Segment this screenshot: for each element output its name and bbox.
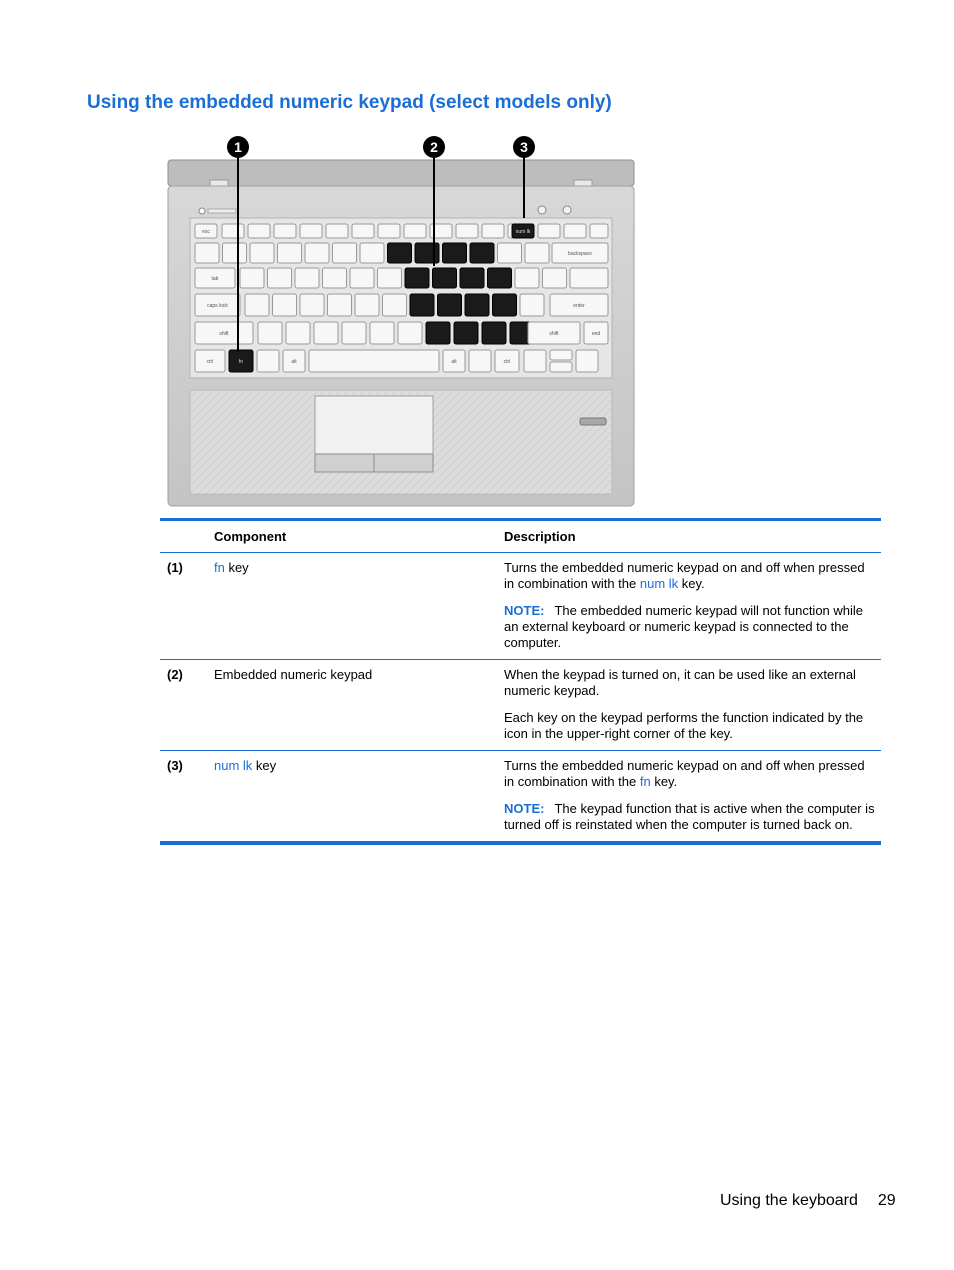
row-number: (3)	[167, 758, 183, 773]
fingerprint-reader	[580, 418, 606, 425]
row-description: Turns the embedded numeric keypad on and off when pressed in combination with the num lk key. NOTE: The embedded numeric keypad will not function while an external keyboard or numeric keypad is connected to the computer.	[504, 553, 881, 659]
keyboard-key	[309, 350, 439, 372]
keyboard-key	[469, 350, 491, 372]
row-component: Embedded numeric keypad	[214, 667, 373, 682]
num-lk-link[interactable]: num lk	[639, 576, 679, 591]
key-label: alt	[291, 359, 297, 365]
keyboard-key	[323, 268, 347, 288]
keyboard-key	[300, 224, 322, 238]
keyboard-key	[370, 322, 394, 344]
key-label: ctrl	[206, 359, 214, 365]
key-label: tab	[211, 276, 219, 282]
keyboard-key	[195, 243, 219, 263]
keyboard-key	[295, 268, 319, 288]
num-lk-key-link[interactable]: num lk	[214, 758, 253, 773]
keyboard-key	[454, 322, 478, 344]
keyboard-key	[438, 294, 462, 316]
note-label: NOTE:	[504, 603, 545, 618]
footer-section: Using the keyboard	[720, 1192, 858, 1209]
keyboard-key	[564, 224, 586, 238]
row-component: fn key	[214, 560, 249, 575]
keyboard-key	[333, 243, 357, 263]
keyboard-key	[258, 322, 282, 344]
keyboard-key	[470, 243, 494, 263]
keyboard-key	[525, 243, 549, 263]
keyboard-key	[378, 224, 400, 238]
keyboard-key	[355, 294, 379, 316]
keyboard-key	[404, 224, 426, 238]
key-label: end	[591, 331, 601, 337]
key-label: enter	[573, 303, 585, 309]
keyboard-key	[456, 224, 478, 238]
keyboard-key	[257, 350, 279, 372]
note: NOTE: The keypad function that is active when the computer is turned off is reinstated when the computer is turned back on.	[504, 801, 875, 832]
keyboard-key	[352, 224, 374, 238]
callout-1-leader	[237, 156, 239, 352]
keyboard-key	[300, 294, 324, 316]
keyboard-key	[268, 268, 292, 288]
keyboard-key	[342, 322, 366, 344]
keyboard-key	[248, 224, 270, 238]
keyboard-key	[590, 224, 608, 238]
keyboard-key	[223, 243, 247, 263]
keyboard-illustration	[160, 132, 640, 510]
keyboard-key	[482, 224, 504, 238]
key-label: fn	[238, 359, 244, 365]
note: NOTE: The embedded numeric keypad will not function while an external keyboard or numeric keypad is connected to the computer.	[504, 603, 864, 650]
key-label: num lk	[515, 229, 531, 235]
keyboard-key	[398, 322, 422, 344]
keyboard-key	[426, 322, 450, 344]
keyboard-key	[538, 224, 560, 238]
keyboard-key	[570, 268, 608, 288]
keyboard-key	[498, 243, 522, 263]
keyboard-key	[515, 268, 539, 288]
keyboard-key	[482, 322, 506, 344]
keyboard-key	[245, 294, 269, 316]
fn-key-link[interactable]: fn	[214, 560, 225, 575]
section-heading: Using the embedded numeric keypad (select models only)	[87, 92, 612, 113]
keyboard-key	[550, 362, 572, 372]
keyboard-key	[488, 268, 512, 288]
indicator-strip	[208, 209, 236, 213]
keyboard-key	[524, 350, 546, 372]
callout-3: 3	[513, 136, 535, 158]
touchpad	[315, 396, 433, 456]
fn-link[interactable]: fn	[639, 774, 651, 789]
table-row	[160, 553, 881, 660]
keyboard-key	[273, 294, 297, 316]
note-label: NOTE:	[504, 801, 545, 816]
keyboard-key	[576, 350, 598, 372]
keyboard-key	[360, 243, 384, 263]
keyboard-key	[460, 268, 484, 288]
header-description: Description	[504, 529, 576, 544]
callout-2-leader	[433, 156, 435, 266]
header-component: Component	[214, 529, 287, 544]
keyboard-key	[240, 268, 264, 288]
keyboard-key	[274, 224, 296, 238]
keyboard-key	[286, 322, 310, 344]
component-table	[160, 518, 881, 845]
callout-1: 1	[227, 136, 249, 158]
indicator-light-icon	[199, 208, 205, 214]
key-label: esc	[202, 229, 210, 235]
table-header	[160, 521, 881, 553]
keyboard-key	[222, 224, 244, 238]
keyboard-key	[305, 243, 329, 263]
touchpad-right-button	[374, 454, 433, 472]
keyboard-key	[493, 294, 517, 316]
key-label: caps lock	[207, 303, 228, 309]
keyboard-key	[415, 243, 439, 263]
keyboard-figure	[160, 132, 640, 510]
keyboard-key	[378, 268, 402, 288]
keyboard-key	[278, 243, 302, 263]
touchpad-left-button	[315, 454, 374, 472]
keyboard-key	[383, 294, 407, 316]
row-number: (1)	[167, 560, 183, 575]
keyboard-key	[350, 268, 374, 288]
callout-2: 2	[423, 136, 445, 158]
keyboard-key	[314, 322, 338, 344]
row-description: Turns the embedded numeric keypad on and off when pressed in combination with the fn key. NOTE: The keypad function that is active when the computer is turned off is reinstated when the computer is turned back on.	[504, 751, 881, 841]
row-description: When the keypad is turned on, it can be used like an external numeric keypad. Each key on the keypad performs the function indicated by the icon in the upper-right corner of the key.	[504, 667, 864, 741]
keyboard-key	[326, 224, 348, 238]
keyboard-key	[443, 243, 467, 263]
key-label: backspace	[568, 251, 592, 257]
keyboard-key	[520, 294, 544, 316]
row-component: num lk key	[214, 758, 277, 773]
keyboard-key	[250, 243, 274, 263]
key-label: shift	[219, 331, 229, 337]
callout-3-leader	[523, 156, 525, 218]
keyboard-key	[328, 294, 352, 316]
key-label: shift	[549, 331, 559, 337]
keyboard-key	[543, 268, 567, 288]
keyboard-key	[410, 294, 434, 316]
button-icon	[563, 206, 571, 214]
table-row	[160, 660, 881, 751]
keyboard-key	[433, 268, 457, 288]
page-number: 29	[877, 1192, 896, 1209]
page-footer	[720, 1192, 896, 1210]
keyboard-key	[405, 268, 429, 288]
key-label: ctrl	[503, 359, 511, 365]
keyboard-key	[550, 350, 572, 360]
keyboard-key	[465, 294, 489, 316]
keyboard-key	[388, 243, 412, 263]
button-icon	[538, 206, 546, 214]
key-label: alt	[451, 359, 457, 365]
table-row	[160, 751, 881, 841]
row-number: (2)	[167, 667, 183, 682]
